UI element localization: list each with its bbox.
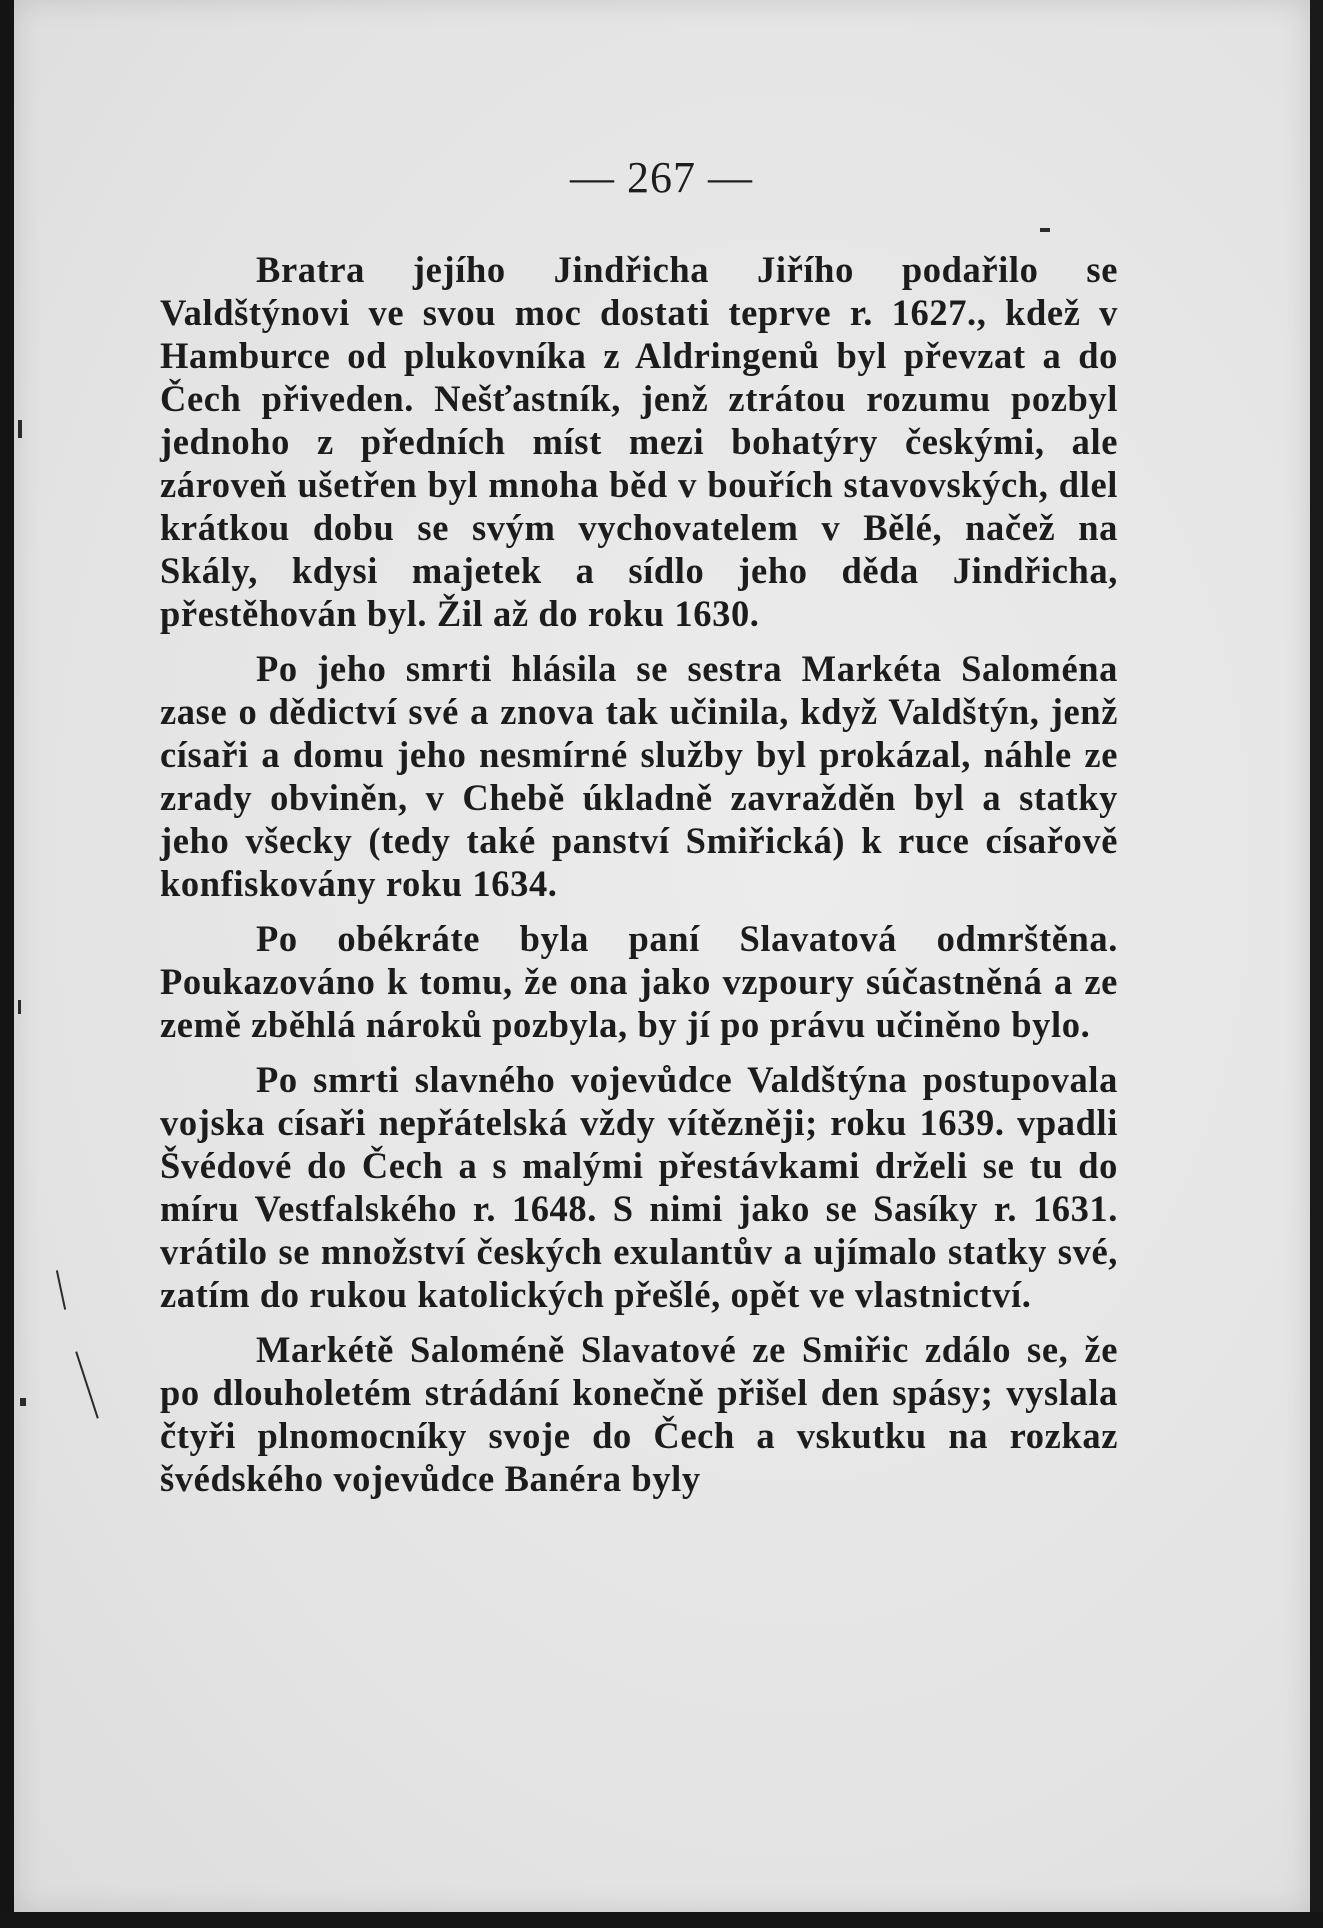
margin-mark bbox=[18, 420, 22, 438]
paragraph: Po obékráte byla paní Slavatová odmrštěna. Poukazováno k tomu, že ona jako vzpoury súčastněná a ze země zběhlá nároků pozbyla, by jí po právu učiněno bylo. bbox=[160, 918, 1118, 1045]
scan-bottom-border bbox=[0, 1912, 1323, 1928]
paragraph: Po jeho smrti hlásila se sestra Markéta Saloména zase o dědictví své a znova tak učinila, když Valdštýn, jenž císaři a domu jeho nesmírné služby byl prokázal, náhle ze zrady obviněn, v Chebě úkladně zavražděn byl a statky jeho všecky (tedy také panství Smiřická) k ruce císařově konfiskovány roku 1634. bbox=[160, 648, 1118, 904]
margin-mark bbox=[18, 1000, 21, 1014]
body-text bbox=[160, 248, 1118, 1500]
paragraph: Bratra jejího Jindřicha Jiřího podařilo se Valdštýnovi ve svou moc dostati teprve r. 1627., kdež v Hamburce od plukovníka z Aldringenů byl převzat a do Čech přiveden. Nešťastník, jenž ztrátou rozumu pozbyl jednoho z předních míst mezi bohatýry českými, ale zároveň ušetřen byl mnoha běd v bouřích stavovských, dlel krátkou dobu se svým vychovatelem v Bělé, načež na Skály, kdysi majetek a sídlo jeho děda Jindřicha, přestěhován byl. Žil až do roku 1630. bbox=[160, 249, 1118, 634]
scan-right-border bbox=[1310, 0, 1323, 1928]
page-number: — 267 — bbox=[570, 153, 753, 202]
scan-left-border bbox=[0, 0, 14, 1928]
margin-mark bbox=[20, 1398, 26, 1406]
paragraph: Markétě Saloméně Slavatové ze Smiřic zdálo se, že po dlouholetém strádání konečně přišel den spásy; vyslala čtyři plnomocníky svoje do Čech a vskutku na rozkaz švédského vojevůdce Banéra byly bbox=[160, 1329, 1118, 1499]
paragraph: Po smrti slavného vojevůdce Valdštýna postupovala vojska císaři nepřátelská vždy vítězněji; roku 1639. vpadli Švédové do Čech a s malými přestávkami drželi se tu do míru Vestfalského r. 1648. S nimi jako se Sasíky r. 1631. vrátilo se množství českých exulantův a ujímalo statky své, zatím do rukou katolických přešlé, opět ve vlastnictví. bbox=[160, 1059, 1118, 1315]
margin-mark bbox=[1040, 228, 1050, 232]
